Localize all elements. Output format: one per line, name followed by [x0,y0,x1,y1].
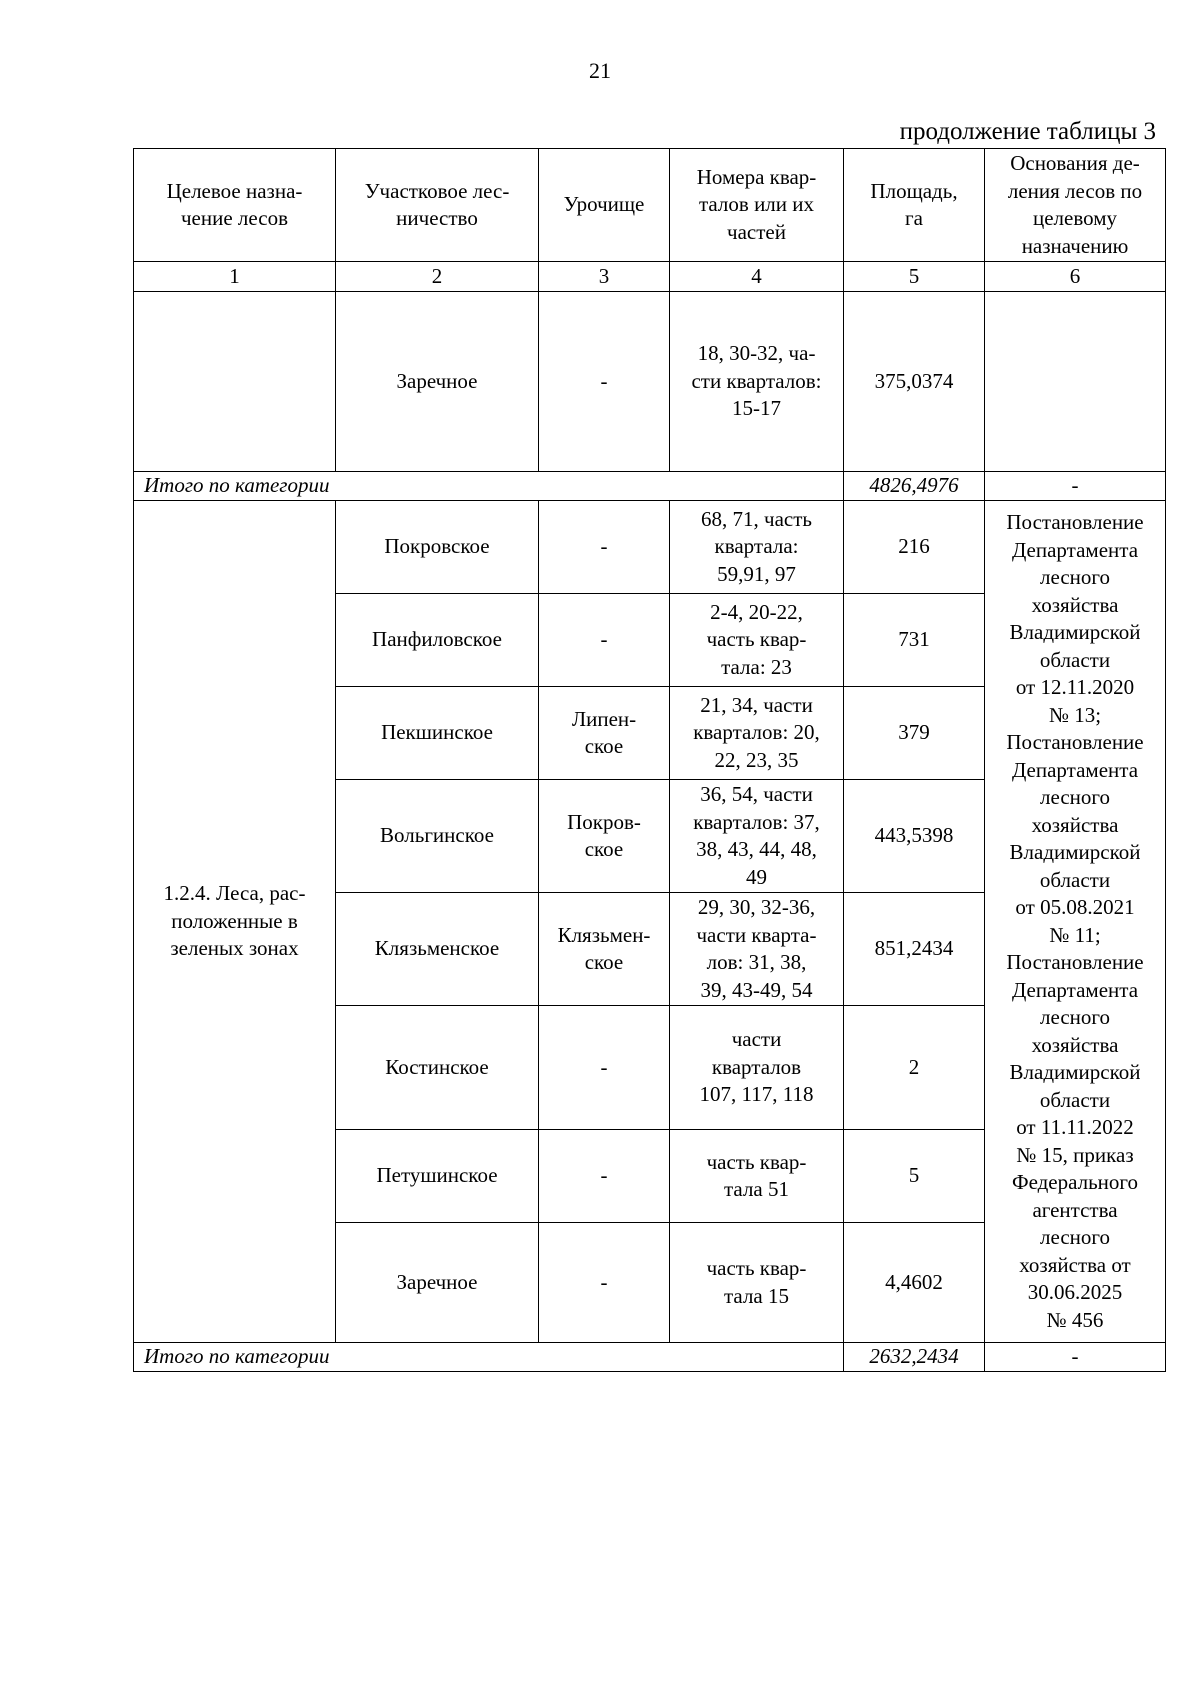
category-total-label: Итого по категории [134,472,844,501]
tract-cell: Покров- ское [539,780,670,893]
area-cell: 731 [844,594,985,687]
category-total-row [134,1343,1166,1372]
tract-cell: - [539,594,670,687]
forest-purpose-table [133,148,1166,1372]
tract-cell: Клязьмен- ское [539,893,670,1006]
area-cell: 216 [844,501,985,594]
header-cell: Основания де- ления лесов по целевому назначению [985,149,1166,262]
column-number: 1 [134,262,336,292]
basis-cell: Постановление Департамента лесного хозяйства Владимирской области от 12.11.2020 № 13; Постановление Департамента лесного хозяйства Владимирской области от 05.08.2021 № 11; Постановление Департамента лесного хозяйства Владимирской области от 11.11.2022 № 15, приказ Федерального агентства лесного хозяйства от 30.06.2025 № 456 [985,501,1166,1343]
tract-cell: - [539,1130,670,1223]
quarters-cell: часть квар- тала 15 [670,1223,844,1343]
category-total-label: Итого по категории [134,1343,844,1372]
purpose-cell: 1.2.4. Леса, рас- положенные в зеленых зонах [134,501,336,1343]
column-number: 4 [670,262,844,292]
header-row [134,149,1166,262]
forestry-cell: Покровское [336,501,539,594]
table-continuation-caption: продолжение таблицы 3 [899,118,1156,145]
table-row [134,292,1166,472]
quarters-cell: 18, 30-32, ча- сти кварталов: 15-17 [670,292,844,472]
column-number: 6 [985,262,1166,292]
area-cell: 4,4602 [844,1223,985,1343]
tract-cell: - [539,1223,670,1343]
header-cell: Урочище [539,149,670,262]
category-total-basis: - [985,472,1166,501]
column-number-row [134,262,1166,292]
tract-cell: - [539,292,670,472]
quarters-cell: 68, 71, часть квартала: 59,91, 97 [670,501,844,594]
area-cell: 851,2434 [844,893,985,1006]
forestry-cell: Заречное [336,1223,539,1343]
tract-cell: - [539,501,670,594]
header-cell: Участковое лес- ничество [336,149,539,262]
category-total-area: 2632,2434 [844,1343,985,1372]
header-cell: Номера квар- талов или их частей [670,149,844,262]
header-cell: Площадь, га [844,149,985,262]
basis-cell-empty [985,292,1166,472]
tract-cell: Липен- ское [539,687,670,780]
table-row [134,501,1166,594]
category-total-basis: - [985,1343,1166,1372]
column-number: 2 [336,262,539,292]
quarters-cell: часть квар- тала 51 [670,1130,844,1223]
forestry-cell: Клязьменское [336,893,539,1006]
column-number: 3 [539,262,670,292]
page-number: 21 [589,58,611,83]
header-cell: Целевое назна- чение лесов [134,149,336,262]
forestry-cell: Костинское [336,1006,539,1130]
area-cell: 443,5398 [844,780,985,893]
forestry-cell: Вольгинское [336,780,539,893]
area-cell: 379 [844,687,985,780]
area-cell: 375,0374 [844,292,985,472]
tract-cell: - [539,1006,670,1130]
purpose-cell-empty [134,292,336,472]
forestry-cell: Панфиловское [336,594,539,687]
quarters-cell: части кварталов 107, 117, 118 [670,1006,844,1130]
quarters-cell: 36, 54, части кварталов: 37, 38, 43, 44, 48, 49 [670,780,844,893]
category-total-row [134,472,1166,501]
column-number: 5 [844,262,985,292]
forestry-cell: Пекшинское [336,687,539,780]
quarters-cell: 2-4, 20-22, часть квар- тала: 23 [670,594,844,687]
quarters-cell: 21, 34, части кварталов: 20, 22, 23, 35 [670,687,844,780]
forestry-cell: Заречное [336,292,539,472]
forestry-cell: Петушинское [336,1130,539,1223]
category-total-area: 4826,4976 [844,472,985,501]
area-cell: 5 [844,1130,985,1223]
area-cell: 2 [844,1006,985,1130]
quarters-cell: 29, 30, 32-36, части кварта- лов: 31, 38, 39, 43-49, 54 [670,893,844,1006]
